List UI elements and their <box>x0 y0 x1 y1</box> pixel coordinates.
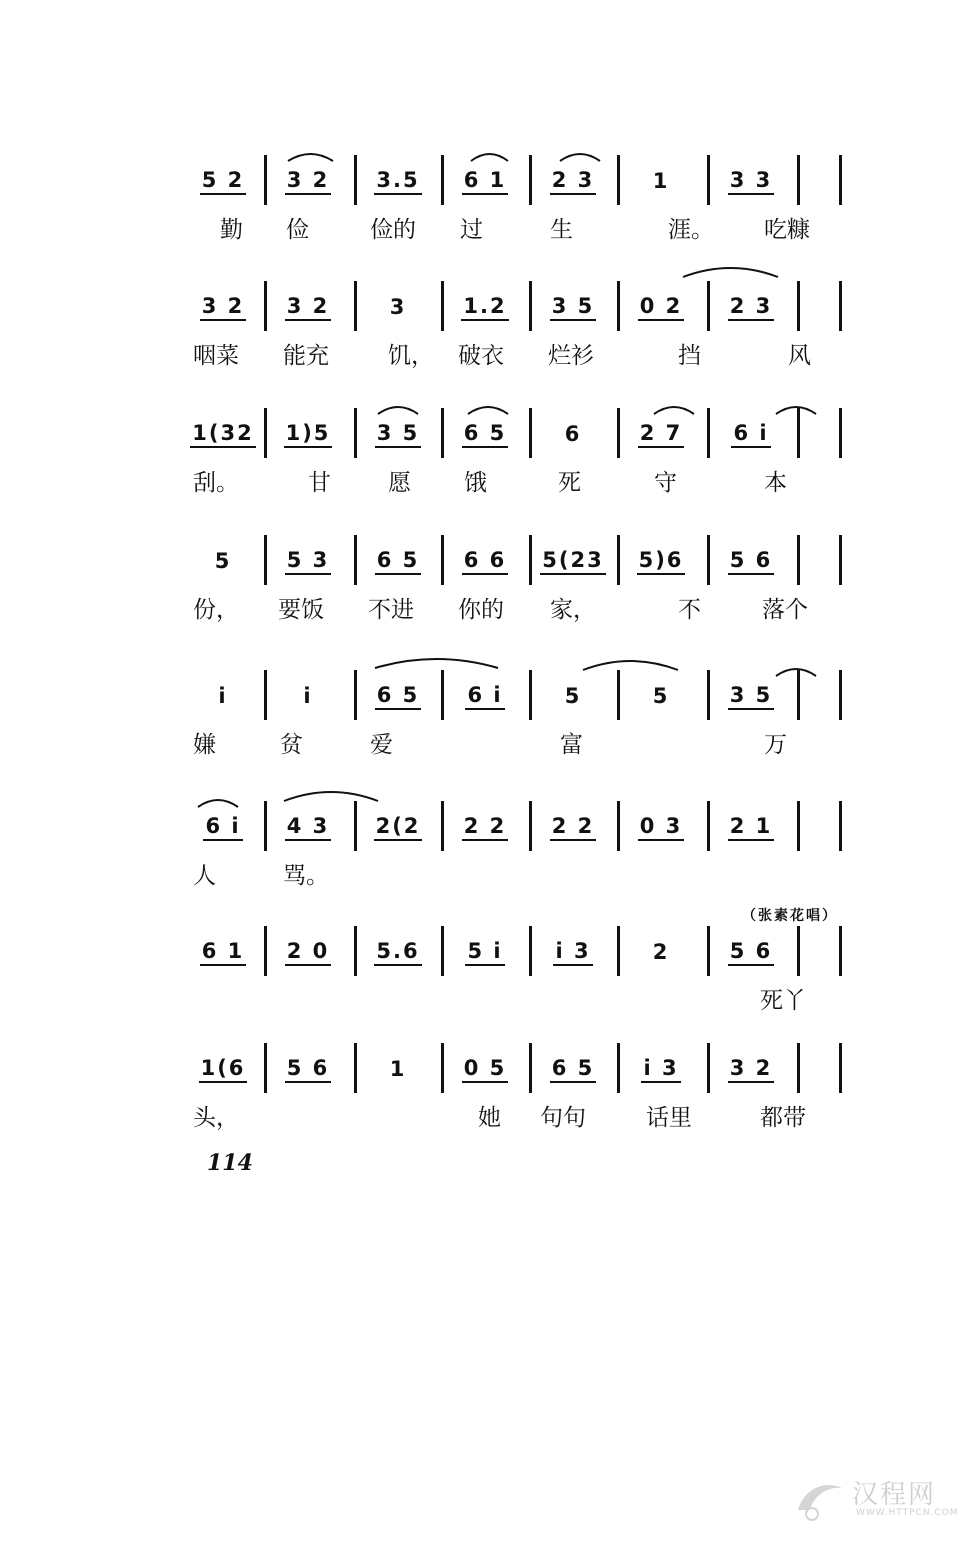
note-group: 3 2 <box>200 293 247 321</box>
lyric-syllable: 俭的 <box>370 217 416 243</box>
lyric-line <box>188 726 878 766</box>
slur-arc <box>776 669 816 676</box>
note-group: 6 6 <box>462 547 509 575</box>
lyric-syllable: 饿 <box>464 470 487 496</box>
note-group: 6 5 <box>550 1055 597 1083</box>
lyric-syllable: 生 <box>550 217 573 243</box>
note-group: 4 3 <box>285 813 332 841</box>
note-group: 6 <box>564 422 582 446</box>
slur-marks <box>188 803 858 851</box>
note-group: 6 i <box>203 813 242 841</box>
lyric-syllable: 挡 <box>678 343 701 369</box>
note-group: 1 <box>389 1057 407 1081</box>
slur-arc <box>776 407 816 414</box>
lyric-syllable: 风 <box>788 343 811 369</box>
note-group: 2 0 <box>285 938 332 966</box>
slur-marks <box>188 283 858 331</box>
note-group: 6 i <box>465 682 504 710</box>
lyric-syllable: 都带 <box>760 1105 806 1131</box>
score-system <box>188 672 858 797</box>
score-system <box>188 410 858 535</box>
note-group: 3 2 <box>728 1055 775 1083</box>
score-system <box>188 928 858 1053</box>
note-group: 5 6 <box>728 547 775 575</box>
note-group: 1(6 <box>199 1055 248 1083</box>
lyric-syllable: 守 <box>654 470 677 496</box>
note-group: 5 <box>652 684 670 708</box>
note-group: 3 5 <box>728 682 775 710</box>
lyric-syllable: 涯。 <box>668 217 714 243</box>
page-number: 114 <box>207 1150 253 1176</box>
lyric-syllable: 人 <box>193 863 216 889</box>
note-group: 6 5 <box>375 682 422 710</box>
watermark-url: WWW.HTTPCN.COM <box>856 1508 959 1518</box>
watermark-text: 汉程网 <box>852 1480 937 1510</box>
slur-marks <box>188 928 858 976</box>
lyric-line <box>188 1099 878 1139</box>
note-group: 3 2 <box>285 167 332 195</box>
lyric-syllable: 破衣 <box>458 343 504 369</box>
note-group: 5.6 <box>374 938 421 966</box>
note-group: 0 2 <box>638 293 685 321</box>
lyric-syllable: 死丫 <box>760 988 806 1014</box>
lyric-syllable: 头， <box>193 1105 239 1131</box>
lyric-syllable: 勤 <box>220 217 243 243</box>
note-group: 2 7 <box>638 420 685 448</box>
lyric-syllable: 吃糠 <box>764 217 810 243</box>
watermark <box>790 1470 960 1530</box>
note-group: 6 5 <box>462 420 509 448</box>
score-system <box>188 1045 858 1170</box>
lyric-syllable: 句句 <box>540 1105 586 1131</box>
lyric-line <box>188 337 878 377</box>
note-group: 2 3 <box>728 293 775 321</box>
lyric-line <box>188 464 878 504</box>
lyric-syllable: 嫌 <box>193 732 216 758</box>
slur-arc <box>468 407 508 414</box>
note-group: 6 i <box>731 420 770 448</box>
lyric-syllable: 过 <box>460 217 483 243</box>
lyric-line <box>188 857 878 897</box>
note-group: 5)6 <box>637 547 686 575</box>
score-system <box>188 537 858 662</box>
slur-arc <box>654 407 694 414</box>
lyric-syllable: 爱 <box>370 732 393 758</box>
lyric-syllable: 不 <box>678 597 701 623</box>
note-group: 5(23 <box>540 547 605 575</box>
lyric-line <box>188 211 878 251</box>
note-group: 1)5 <box>284 420 333 448</box>
score-system <box>188 283 858 408</box>
note-group: 3 3 <box>728 167 775 195</box>
lyric-syllable: 俭 <box>286 217 309 243</box>
slur-marks <box>188 672 858 720</box>
note-group: 3 5 <box>550 293 597 321</box>
lyric-syllable: 要饭 <box>278 597 324 623</box>
note-group: 5 6 <box>728 938 775 966</box>
watermark-logo-icon <box>790 1470 850 1526</box>
note-group: 3.5 <box>374 167 421 195</box>
note-group: 3 2 <box>285 293 332 321</box>
note-group: 2 <box>652 940 670 964</box>
lyric-syllable: 家， <box>550 597 596 623</box>
lyric-syllable: 能充 <box>283 343 329 369</box>
lyric-syllable: 富 <box>560 732 583 758</box>
note-group: 1(32 <box>190 420 255 448</box>
note-group: 2 2 <box>550 813 597 841</box>
lyric-syllable: 不进 <box>368 597 414 623</box>
singer-note: （张素花唱） <box>742 908 838 924</box>
lyric-syllable: 烂衫 <box>548 343 594 369</box>
lyric-line <box>188 982 878 1022</box>
note-group: 2 2 <box>462 813 509 841</box>
lyric-syllable: 咽菜 <box>193 343 239 369</box>
lyric-syllable: 甘 <box>308 470 331 496</box>
lyric-syllable: 你的 <box>458 597 504 623</box>
note-group: i <box>303 684 313 708</box>
note-group: 1 <box>652 169 670 193</box>
lyric-syllable: 骂。 <box>283 863 329 889</box>
lyric-syllable: 死 <box>558 470 581 496</box>
lyric-syllable: 她 <box>478 1105 501 1131</box>
slur-marks <box>188 537 858 585</box>
lyric-line <box>188 591 878 631</box>
slur-arc <box>560 154 600 161</box>
note-group: 5 <box>564 684 582 708</box>
note-group: i 3 <box>641 1055 680 1083</box>
note-group: 3 <box>389 295 407 319</box>
note-group: 1.2 <box>461 293 508 321</box>
note-group: 0 5 <box>462 1055 509 1083</box>
slur-arc <box>288 154 333 161</box>
note-group: i <box>218 684 228 708</box>
note-group: 5 i <box>465 938 504 966</box>
note-group: 5 2 <box>200 167 247 195</box>
note-group: 2 3 <box>550 167 597 195</box>
slur-arc <box>198 800 238 807</box>
lyric-syllable: 饥， <box>388 343 434 369</box>
note-group: 0 3 <box>638 813 685 841</box>
slur-marks <box>188 157 858 205</box>
slur-marks <box>188 1045 858 1093</box>
slur-arc <box>471 154 508 161</box>
lyric-syllable: 落个 <box>762 597 808 623</box>
slur-arc <box>378 407 418 414</box>
note-group: 5 <box>214 549 232 573</box>
slur-marks <box>188 410 858 458</box>
note-group: 2(2 <box>374 813 423 841</box>
note-group: 6 1 <box>200 938 247 966</box>
note-group: 6 1 <box>462 167 509 195</box>
lyric-syllable: 刮。 <box>193 470 239 496</box>
note-group: 5 3 <box>285 547 332 575</box>
lyric-syllable: 愿 <box>388 470 411 496</box>
lyric-syllable: 份， <box>193 597 239 623</box>
lyric-syllable: 本 <box>764 470 787 496</box>
note-group: i 3 <box>553 938 592 966</box>
score-system <box>188 157 858 282</box>
lyric-syllable: 万 <box>764 732 787 758</box>
lyric-syllable: 话里 <box>646 1105 692 1131</box>
lyric-syllable: 贫 <box>280 732 303 758</box>
note-group: 5 6 <box>285 1055 332 1083</box>
note-group: 3 5 <box>375 420 422 448</box>
slur-arc <box>583 661 678 670</box>
note-group: 6 5 <box>375 547 422 575</box>
note-group: 2 1 <box>728 813 775 841</box>
